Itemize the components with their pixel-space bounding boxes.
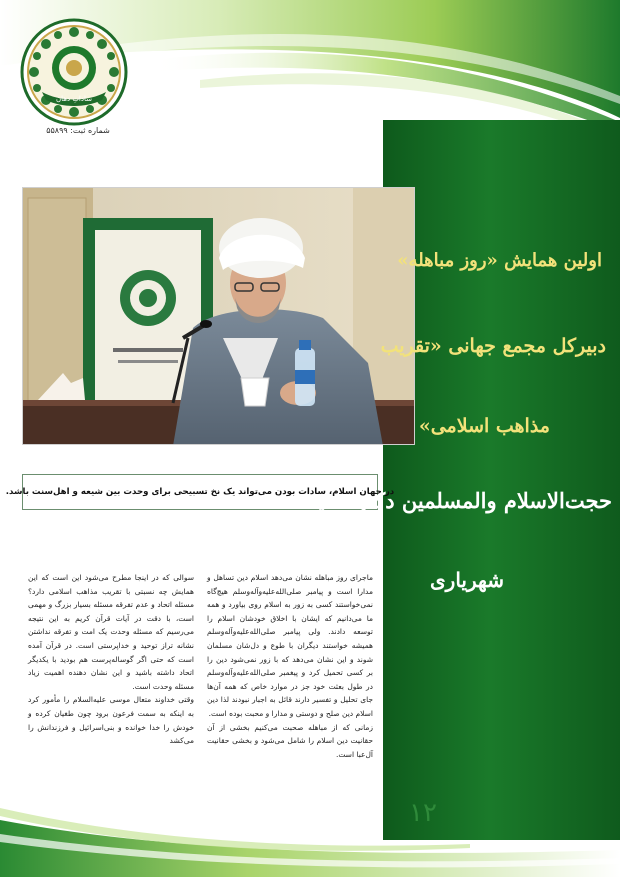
registration-number: شماره ثبت: ۵۵۸۹۹ [46,126,110,135]
paragraph: زمانی که از مباهله صحبت می‌کنیم بخشی از آن حقانیت دین اسلام را شامل می‌شود و بخشی حقانیت آل‌عبا است. [207,722,373,759]
paragraph: سوالی که در اینجا مطرح می‌شود این است که این همایش چه نسبتی با تقریب مذاهب اسلامی دارد؟ مسئله اتحاد و عدم تفرقه مسئله بسیار بزرگ و مهمی است، با دقت در آیات قرآن کریم به این نتیجه می‌رسیم که مسئله وحدت یک امت و تفرقه نداشتن نشانه تراز توحید و خداپرستی است. در قرآن آمده است که حتی اگر گوساله‌پرست هم بودید با یکدیگر اتحاد داشته باشید و این نشان دهنده اهمیت زیاد مسئله وحدت است. [28,573,194,691]
photo-caption-text: در جهان اسلام، سادات بودن می‌تواند یک نخ تسبیحی برای وحدت بین شیعه و اهل‌سنت باشد. [5,487,395,497]
paragraph: وقتی خداوند متعال موسی علیه‌السلام را مأمور کرد به اینکه به سمت فرعون برود چون طغیان کرده و خودش را خدا خوانده و بنی‌اسرائیل و فرزندانش را می‌کشد [28,695,194,746]
sadat-logo-emblem [20,18,128,126]
headline-line-4: حجت‌الاسلام والمسلمین دکتر حمید [307,488,612,513]
headline-line-3: مذاهب اسلامی» [418,415,550,437]
speaker-photo [22,187,415,445]
bottom-swoosh-decoration [0,800,620,877]
headline-line-2: دبیرکل مجمع جهانی «تقریب [380,335,606,357]
logo-text: ساداتِ دهان [56,95,92,103]
article-column-right [207,571,373,761]
headline-line-5: شهریاری [430,568,504,592]
headline-line-1: اولین همایش «روز مباهله» [397,250,602,271]
paragraph: ماجرای روز مباهله نشان می‌دهد اسلام دین تساهل و مدارا است و پیامبر صلی‌الله‌علیه‌وآله‌وسلم هیچ‌گاه نمی‌خواستند کسی به زور به اسلام روی بیاورد و همه ما می‌دانیم که ایشان با اخلاق خودشان اسلام را توسعه دادند. ولی پیامبر صلی‌الله‌علیه‌وآله‌وسلم همیشه خواستند دیگران با طوع و دل‌شان مسلمان شوند و این نشان می‌دهد که با زور نمی‌شود دین را بر کسی تحمیل کرد و پیغمبر صلی‌الله‌علیه‌وآله‌وسلم در طول بعثت خود جز در موارد خاص که همه آن‌ها جای تحلیل و تفسیر دارند قائل به اجبار نبودند لذا دین اسلام دین صلح و دوستی و مدارا و محبت بوده است. [207,573,373,718]
green-title-band [380,120,620,840]
article-column-left [28,571,194,748]
page-number: ۱۲ [409,798,437,828]
